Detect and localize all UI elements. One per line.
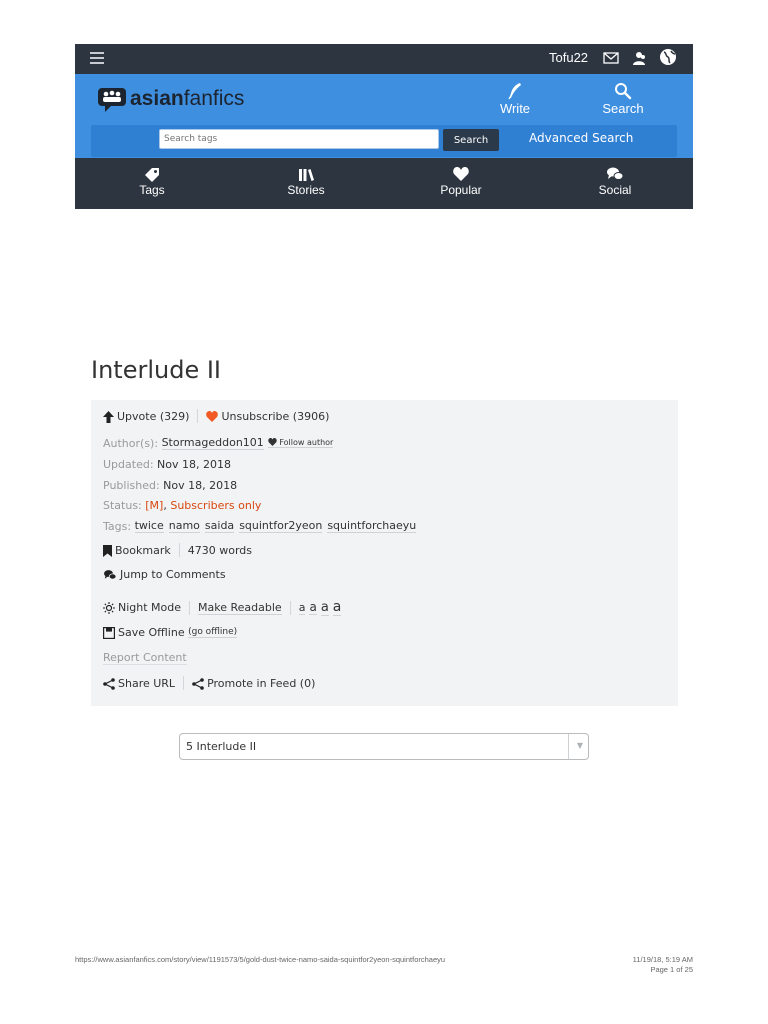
heart-icon [452,166,470,182]
bookmark-row [103,543,252,557]
status-access: Subscribers only [170,499,262,512]
nav-stories[interactable] [266,166,346,197]
tag-link[interactable]: squintforchaeyu [327,519,417,532]
font-size-1[interactable]: a [298,600,306,614]
site-header [75,44,693,209]
status-rating: [M] [145,499,164,512]
updated-label: Updated: [103,458,154,471]
promote-feed-button[interactable] [192,677,315,690]
published-row [103,479,237,492]
nav-popular[interactable] [421,166,501,197]
story-title: Interlude II [91,356,221,384]
status-row [103,499,261,512]
font-size-4[interactable]: a [332,599,342,615]
tag-link[interactable]: saida [204,519,235,532]
chat-icon [606,166,624,182]
follow-author-link[interactable] [268,438,334,448]
sun-icon [103,602,115,614]
save-offline-label: Save Offline [118,626,185,639]
floppy-icon [103,627,115,639]
jump-comments-link[interactable] [103,568,226,581]
author-link[interactable]: Stormageddon101 [161,436,264,449]
chevron-down-icon: ▼ [576,741,583,750]
save-offline-row [103,626,237,639]
arrow-up-icon [103,411,114,423]
search-tags-button[interactable]: Search [443,129,499,151]
save-offline-button[interactable] [103,626,185,639]
page-number: Page 1 of 25 [650,965,693,974]
report-row [103,651,187,665]
print-info [633,955,693,975]
advanced-search-link[interactable]: Advanced Search [529,131,634,145]
upvote-label: Upvote [117,409,157,423]
jump-comments-label: Jump to Comments [120,568,226,581]
chapter-select-toggle[interactable] [568,734,588,759]
separator [179,543,180,557]
upvote-button[interactable] [103,410,189,423]
word-count: 4730 words [187,543,252,557]
brand-name-light: fanfics [183,87,245,110]
globe-icon[interactable] [659,48,677,66]
tags-row [103,519,421,533]
published-label: Published: [103,479,160,492]
go-offline-link[interactable]: (go offline) [188,627,238,637]
tag-icon [143,166,161,182]
updated-date: Nov 18, 2018 [157,458,231,471]
night-mode-toggle[interactable] [103,601,181,614]
story-info-panel [91,400,678,706]
tag-link[interactable]: twice [134,519,164,532]
authors-label: Author(s): [103,436,159,450]
make-readable-button[interactable]: Make Readable [198,600,282,614]
menu-icon[interactable] [90,52,104,64]
nav-tags-label: Tags [139,183,165,197]
brand-name-strong: asian [130,87,184,110]
reading-options-row [103,599,345,616]
vote-subscribe-row [103,409,329,423]
tag-link[interactable]: squintfor2yeon [239,519,323,532]
comments-icon [103,569,117,581]
updated-row [103,458,231,471]
search-icon [614,82,632,100]
quill-icon [507,82,523,100]
top-bar [75,44,693,74]
authors-row [103,436,333,450]
bookmark-button[interactable] [103,544,171,557]
books-icon [297,166,315,182]
logo-icon [97,86,127,112]
nav-stories-label: Stories [287,183,325,197]
promote-feed-label: Promote in Feed (0) [207,676,316,690]
share-url-button[interactable] [103,677,175,690]
separator [290,601,291,615]
write-label: Write [499,101,531,116]
tag-link[interactable]: namo [168,519,200,532]
bookmark-label: Bookmark [115,543,171,557]
nav-social-label: Social [598,183,632,197]
share-icon [103,678,115,690]
site-logo[interactable] [97,84,244,114]
search-label: Search [602,101,644,116]
unsubscribe-label: Unsubscribe [221,409,290,423]
bookmark-icon [103,545,112,557]
nav-social[interactable] [575,166,655,197]
comments-row [103,568,226,581]
chapter-select-value: 5 Interlude II [186,740,257,753]
separator [197,409,198,423]
write-button[interactable] [485,82,545,116]
page-url: https://www.asianfanfics.com/story/view/1191573/5/gold-dust-twice-namo-saida-squintfor2yeon-squintforchaeyu [75,955,446,964]
mail-icon[interactable] [603,50,621,68]
nav-tags[interactable] [112,166,192,197]
username-link[interactable]: Tofu22 [549,50,589,65]
share-icon [192,678,204,690]
status-label: Status: [103,499,142,512]
separator [189,601,190,615]
tags-label: Tags: [103,519,132,533]
unsubscribe-button[interactable] [206,410,329,423]
font-size-3[interactable]: a [320,599,329,615]
friends-icon[interactable] [631,50,649,68]
share-url-label: Share URL [118,676,176,690]
share-row [103,676,315,690]
font-size-2[interactable]: a [309,600,317,614]
nav-popular-label: Popular [440,183,482,197]
main-nav [75,158,693,209]
report-content-link[interactable]: Report Content [103,651,187,664]
heart-icon [268,438,277,446]
search-tags-input[interactable] [159,129,439,149]
status-comma: , [163,499,167,512]
night-mode-label: Night Mode [118,601,182,614]
separator [183,676,184,690]
follow-author-label: Follow author [279,438,334,447]
chapter-select[interactable] [179,733,589,760]
tag-search-bar [91,125,677,157]
published-date: Nov 18, 2018 [163,479,238,492]
search-nav-button[interactable] [593,82,653,116]
heart-icon [206,411,218,422]
upvote-count: (329) [159,409,190,423]
print-datetime: 11/19/18, 5:19 AM [632,955,693,964]
subscribers-count: (3906) [292,409,330,423]
